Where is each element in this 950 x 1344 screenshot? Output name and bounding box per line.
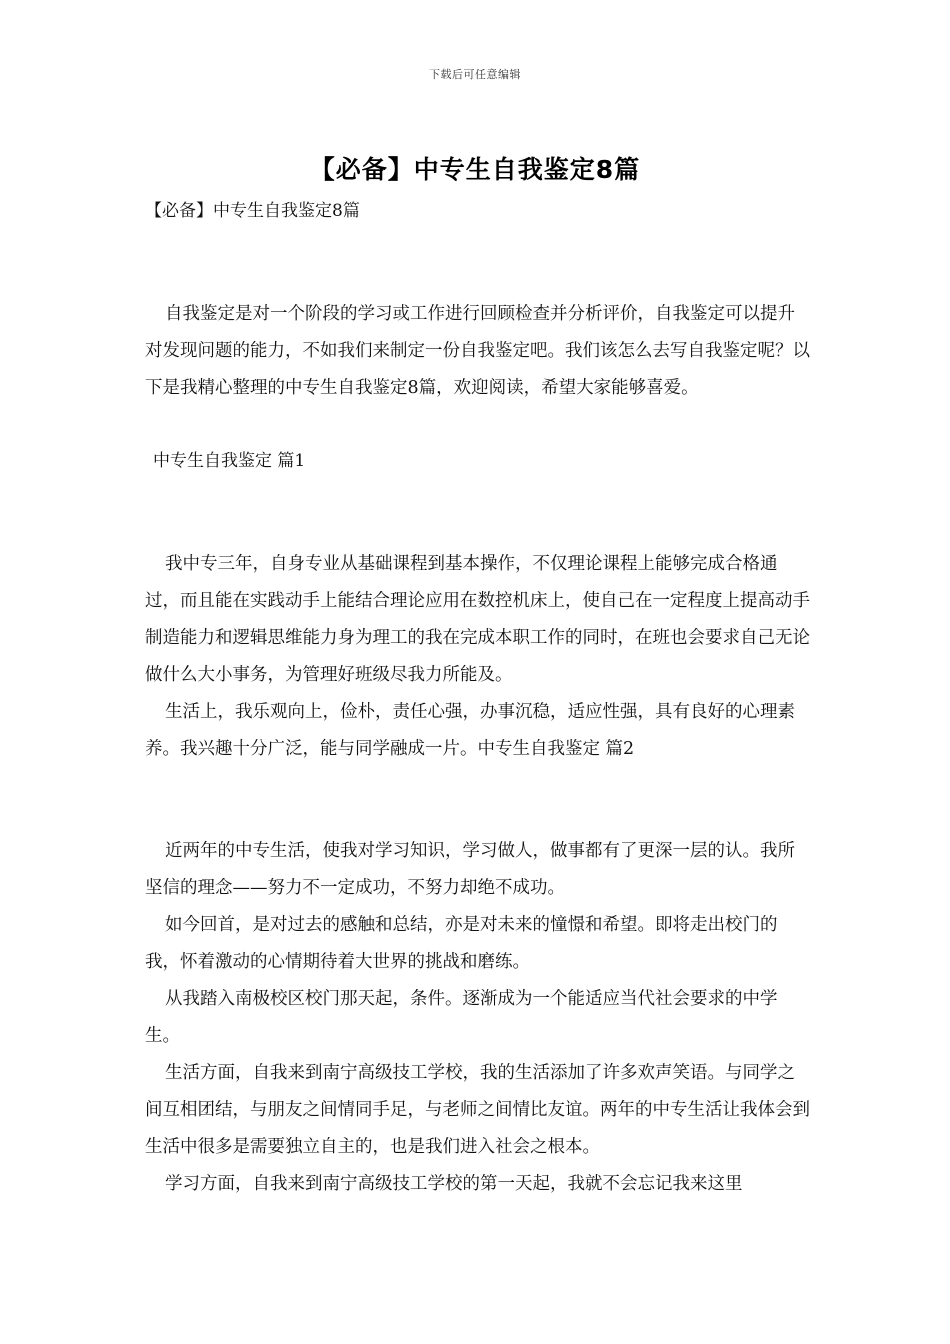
- section1-paragraph: 生活上，我乐观向上，俭朴，责任心强，办事沉稳，适应性强，具有良好的心理素养。我兴趣十分广泛，能与同学融成一片。中专生自我鉴定 篇2: [145, 702, 795, 759]
- section2-paragraph: 学习方面，自我来到南宁高级技工学校的第一天起，我就不会忘记我来这里: [165, 1174, 743, 1194]
- section2-block: [145, 833, 810, 1203]
- section1-paragraph: 我中专三年，自身专业从基础课程到基本操作，不仅理论课程上能够完成合格通过，而且能在实践动手上能结合理论应用在数控机床上，使自己在一定程度上提高动手制造能力和逻辑思维能力身为理工的我在完成本职工作的同时，在班也会要求自己无论做什么大小事务，为管理好班级尽我力所能及。: [145, 554, 810, 685]
- intro-paragraph: 自我鉴定是对一个阶段的学习或工作进行回顾检查并分析评价，自我鉴定可以提升对发现问题的能力，不如我们来制定一份自我鉴定吧。我们该怎么去写自我鉴定呢？以下是我精心整理的中专生自我鉴定8篇，欢迎阅读，希望大家能够喜爱。: [145, 304, 810, 398]
- section1-block: [145, 546, 810, 768]
- section2-paragraph: 近两年的中专生活，使我对学习知识，学习做人，做事都有了更深一层的认。我所坚信的理念——努力不一定成功，不努力却绝不成功。: [145, 841, 795, 898]
- section2-paragraph: 如今回首，是对过去的感触和总结，亦是对未来的憧憬和希望。即将走出校门的我，怀着激动的心情期待着大世界的挑战和磨练。: [145, 915, 778, 972]
- document-subtitle: 【必备】中专生自我鉴定8篇: [145, 201, 360, 221]
- document-title: 【必备】中专生自我鉴定8篇: [309, 155, 641, 184]
- section2-paragraph: 从我踏入南极校区校门那天起，条件。逐渐成为一个能适应当代社会要求的中学生。: [145, 989, 778, 1046]
- header-note: 下载后可任意编辑: [429, 68, 521, 81]
- intro-block: [145, 296, 810, 407]
- section-heading-1: 中专生自我鉴定 篇1: [153, 451, 306, 471]
- section2-paragraph: 生活方面，自我来到南宁高级技工学校，我的生活添加了许多欢声笑语。与同学之间互相团结，与朋友之间情同手足，与老师之间情比友谊。两年的中专生活让我体会到生活中很多是需要独立自主的，也是我们进入社会之根本。: [145, 1063, 810, 1157]
